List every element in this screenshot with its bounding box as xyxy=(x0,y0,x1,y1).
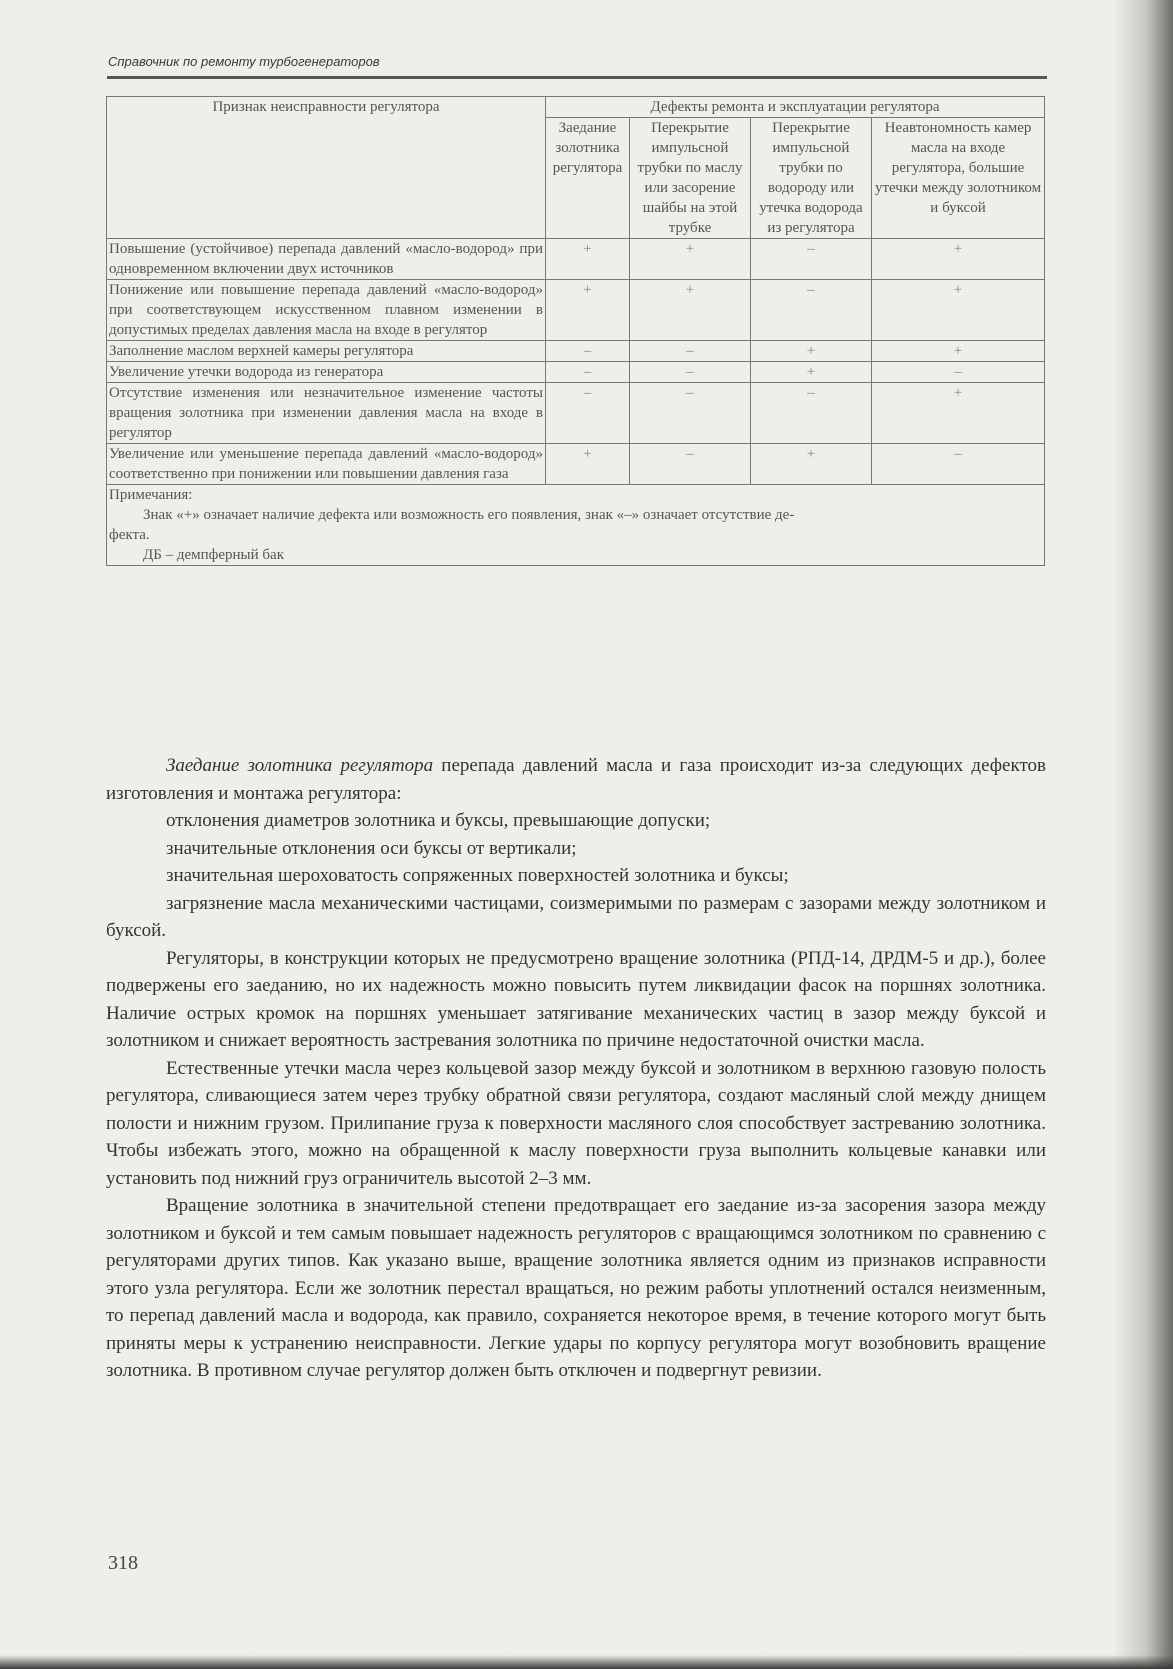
mark-cell: + xyxy=(546,239,630,280)
column-header: Перекрытие импульсной трубки по водороду или утечка водорода из регулятора xyxy=(751,118,872,239)
mark-cell: + xyxy=(872,280,1045,341)
table-row xyxy=(107,383,1045,444)
mark-cell: + xyxy=(751,362,872,383)
sign-cell: Понижение или повышение перепада давлений «масло-водород» при соответствующем искусственном плавном изменении в допустимых пределах давления масла на входе в регулятор xyxy=(107,280,546,341)
table-row xyxy=(107,239,1045,280)
sign-cell: Увеличение или уменьшение перепада давлений «масло-водород» соответственно при понижении или повышении давления газа xyxy=(107,444,546,485)
italic-term: Заедание золотника регулятора xyxy=(166,755,434,776)
mark-cell: – xyxy=(546,341,630,362)
column-header: Неавтономность камер масла на входе регулятора, большие утечки между золотником и буксой xyxy=(872,118,1045,239)
mark-cell: + xyxy=(751,341,872,362)
sign-cell: Заполнение маслом верхней камеры регулятора xyxy=(107,341,546,362)
mark-cell: + xyxy=(872,383,1045,444)
defects-table xyxy=(106,96,1045,566)
mark-cell: – xyxy=(546,383,630,444)
table-row xyxy=(107,444,1045,485)
column-header: Заедание золотника регулятора xyxy=(546,118,630,239)
sign-cell: Увеличение утечки водорода из генератора xyxy=(107,362,546,383)
list-item: значительные отклонения оси буксы от вертикали; xyxy=(166,837,577,859)
paragraph-text: перепада давлений масла и газа происходит из-за следующих дефектов изготовления и монтажа регулятора: xyxy=(106,755,1046,804)
paragraph xyxy=(106,752,1046,807)
paragraph: Регуляторы, в конструкции которых не предусмотрено вращение золотника (РПД-14, ДРДМ-5 и др.), более подвержены его заеданию, но их надежность можно повысить путем ликвидации фасок на поршнях золотника. Наличие острых кромок на поршнях уменьшает затягивание механических частиц в зазор между буксой и золотником и снижает вероятность застревания золотника по причине недостаточной очистки масла. xyxy=(106,947,1046,1051)
column-header: Перекрытие импульсной трубки по маслу или засорение шайбы на этой трубке xyxy=(630,118,751,239)
table-row xyxy=(107,362,1045,383)
sign-column-header: Признак неисправности регулятора xyxy=(107,97,546,239)
defects-group-header: Дефекты ремонта и эксплуатации регулятора xyxy=(546,97,1045,118)
note-abbreviation: ДБ – демпферный бак xyxy=(143,547,284,563)
paragraph: Естественные утечки масла через кольцевой зазор между буксой и золотником в верхнюю газовую полость регулятора, сливающиеся затем через трубку обратной связи регулятора, создают масляный слой между днищем полости и нижним грузом. Прилипание груза к поверхности масляного слоя способствует застреванию золотника. Чтобы избежать этого, можно на обращенной к маслу поверхности груза выполнить кольцевые канавки или установить под нижний груз ограничитель высотой 2–3 мм. xyxy=(106,1057,1046,1189)
mark-cell: – xyxy=(872,444,1045,485)
mark-cell: – xyxy=(751,280,872,341)
notes-title: Примечания: xyxy=(109,487,193,503)
book-spine-shadow xyxy=(1113,0,1173,1669)
table-row xyxy=(107,280,1045,341)
sign-cell: Отсутствие изменения или незначительное изменение частоты вращения золотника при изменении давления масла на входе в регулятор xyxy=(107,383,546,444)
table-header-row xyxy=(107,97,1045,118)
mark-cell: + xyxy=(751,444,872,485)
mark-cell: – xyxy=(751,239,872,280)
mark-cell: – xyxy=(872,362,1045,383)
table-notes xyxy=(107,485,1045,566)
mark-cell: + xyxy=(872,341,1045,362)
sign-cell: Повышение (устойчивое) перепада давлений «масло-водород» при одновременном включении двух источников xyxy=(107,239,546,280)
page-edge-shadow xyxy=(0,1655,1173,1669)
running-head: Справочник по ремонту турбогенераторов xyxy=(108,54,380,69)
page-number: 318 xyxy=(108,1552,138,1574)
note-sign-legend-continued: фекта. xyxy=(109,527,150,543)
mark-cell: + xyxy=(872,239,1045,280)
list-item: загрязнение масла механическими частицами, соизмеримыми по размерам с зазорами между золотником и буксой. xyxy=(106,892,1046,941)
mark-cell: – xyxy=(630,341,751,362)
table-notes-row xyxy=(107,485,1045,566)
paragraph: Вращение золотника в значительной степени предотвращает его заедание из-за засорения зазора между золотником и буксой и тем самым повышает надежность регуляторов с вращающимся золотником по сравнению с регуляторами других типов. Как указано выше, вращение золотника является одним из признаков исправности этого узла регулятора. Если же золотник перестал вращаться, но режим работы уплотнений остался неизменным, то перепад давлений масла и водорода, как правило, сохраняется некоторое время, в течение которого могут быть приняты меры к устранению неисправности. Легкие удары по корпусу регулятора могут возобновить вращение золотника. В противном случае регулятор должен быть отключен и подвергнут ревизии. xyxy=(106,1195,1046,1381)
mark-cell: – xyxy=(630,383,751,444)
table-row xyxy=(107,341,1045,362)
note-sign-legend: Знак «+» означает наличие дефекта или возможность его появления, знак «–» означает отсутствие де- xyxy=(143,507,795,523)
mark-cell: + xyxy=(630,280,751,341)
list-item: значительная шероховатость сопряженных поверхностей золотника и буксы; xyxy=(166,865,789,886)
mark-cell: + xyxy=(546,444,630,485)
mark-cell: – xyxy=(630,362,751,383)
header-rule xyxy=(107,76,1047,79)
mark-cell: – xyxy=(630,444,751,485)
mark-cell: + xyxy=(546,280,630,341)
body-text xyxy=(106,752,1046,1385)
mark-cell: – xyxy=(546,362,630,383)
mark-cell: – xyxy=(751,383,872,444)
list-item: отклонения диаметров золотника и буксы, превышающие допуски; xyxy=(166,810,711,831)
mark-cell: + xyxy=(630,239,751,280)
